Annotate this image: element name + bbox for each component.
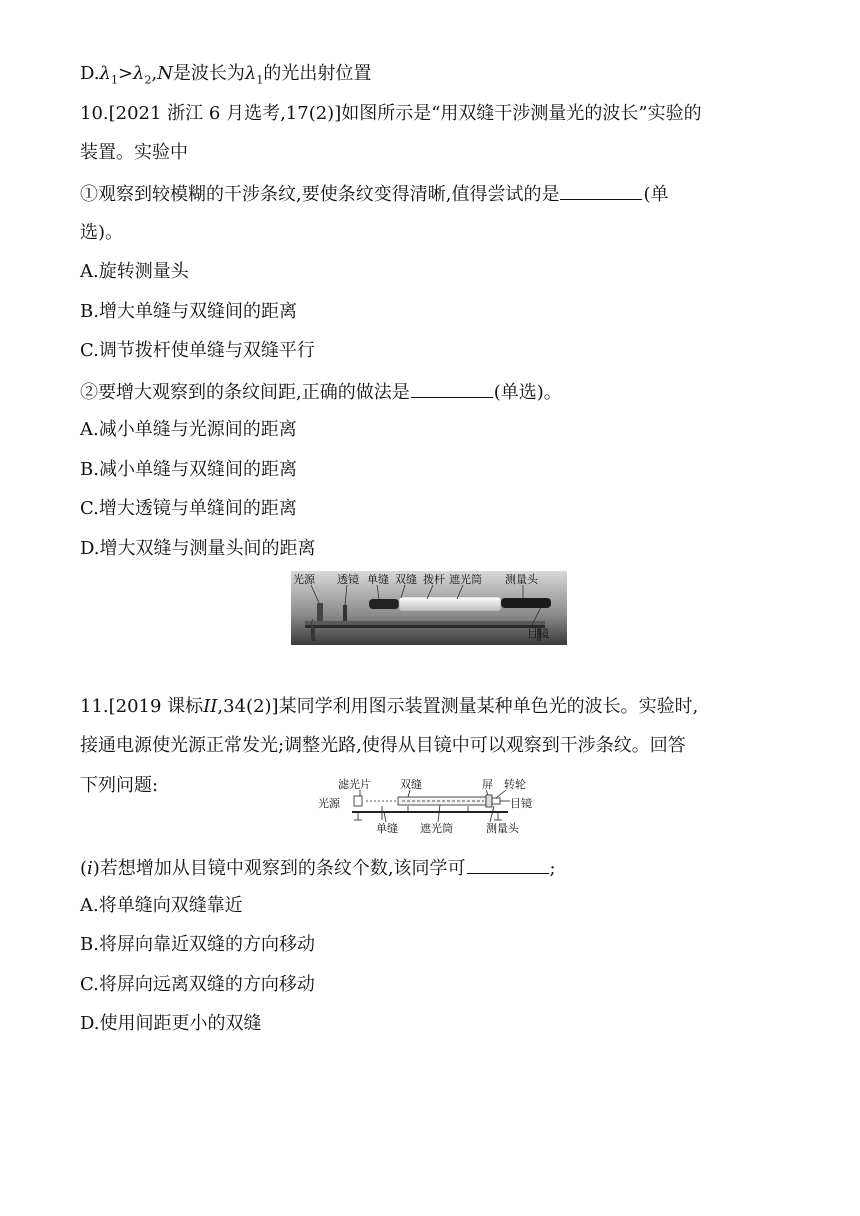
label-eyepiece: 目镜 <box>527 627 549 640</box>
q10-p1-option-a: A.旋转测量头 <box>80 261 189 282</box>
rail <box>305 621 545 625</box>
q10-part1-cont: 选)。 <box>80 222 124 243</box>
option-d-q9: $D.\lambda_1>\lambda_2,N$是波长为$\lambda_1$的光出射位置 <box>80 63 372 87</box>
shade-tube <box>399 597 501 611</box>
q10-p1-option-b: B.增大单缝与双缝间的距离 <box>80 301 297 322</box>
q11-option-c: C.将屏向远离双缝的方向移动 <box>80 974 315 995</box>
apparatus-photo <box>291 571 567 645</box>
q11-option-a: A.将单缝向双缝靠近 <box>80 895 243 916</box>
diag-label-light: 光源 <box>318 797 340 810</box>
q11-head: 11.[2019 课标II,34(2)]某同学利用图示装置测量某种单色光的波长。实验时, <box>80 696 699 717</box>
q10-p2-option-c: C.增大透镜与单缝间的距离 <box>80 498 297 519</box>
measuring-head <box>501 598 551 608</box>
q10-head: 10.[2021 浙江 6 月选考,17(2)]如图所示是“用双缝干涉测量光的波长”实验的 <box>80 103 702 124</box>
q11-part-i: (i)若想增加从目镜中观察到的条纹个数,该同学可 ; <box>80 855 556 881</box>
q11-option-d: D.使用间距更小的双缝 <box>80 1013 262 1034</box>
diag-label-head: 测量头 <box>486 822 519 835</box>
q10-p2-option-d: D.增大双缝与测量头间的距离 <box>80 538 316 559</box>
single-slit-holder <box>369 599 399 609</box>
answer-blank[interactable] <box>411 379 493 398</box>
q10-part1: ①观察到较模糊的干涉条纹,要使条纹变得清晰,值得尝试的是 (单 <box>80 181 668 207</box>
label-single-slit: 单缝 <box>367 573 389 586</box>
label-double-slit: 双缝 <box>395 573 417 586</box>
diag-label-double: 双缝 <box>400 778 422 791</box>
q10-part2: ②要增大观察到的条纹间距,正确的做法是 (单选)。 <box>80 379 562 405</box>
diag-label-wheel: 转轮 <box>504 778 526 791</box>
label-lens: 透镜 <box>337 573 359 586</box>
q10-p1-option-c: C.调节拨杆使单缝与双缝平行 <box>80 340 315 361</box>
label-lever: 拨杆 <box>423 573 445 586</box>
diag-label-screen: 屏 <box>482 778 493 791</box>
q11-head-cont: 接通电源使光源正常发光;调整光路,使得从目镜中可以观察到干涉条纹。回答 <box>80 735 686 756</box>
light-source <box>317 603 323 621</box>
diag-label-eyepiece: 目镜 <box>510 797 532 810</box>
diag-label-tube: 遮光筒 <box>420 822 453 835</box>
q10-p2-option-b: B.减小单缝与双缝间的距离 <box>80 459 297 480</box>
label-head: 测量头 <box>505 573 538 586</box>
diag-label-filter: 滤光片 <box>338 778 371 791</box>
label-tube: 遮光筒 <box>449 573 482 586</box>
q11-option-b: B.将屏向靠近双缝的方向移动 <box>80 934 315 955</box>
diag-label-single: 单缝 <box>376 822 398 835</box>
q10-head-cont: 装置。实验中 <box>80 142 188 163</box>
q11-head-cont2: 下列问题: <box>80 775 159 796</box>
answer-blank[interactable] <box>467 855 549 874</box>
apparatus-diagram <box>318 776 546 836</box>
label-light: 光源 <box>293 573 315 586</box>
q10-p2-option-a: A.减小单缝与光源间的距离 <box>80 419 297 440</box>
answer-blank[interactable] <box>560 181 642 200</box>
